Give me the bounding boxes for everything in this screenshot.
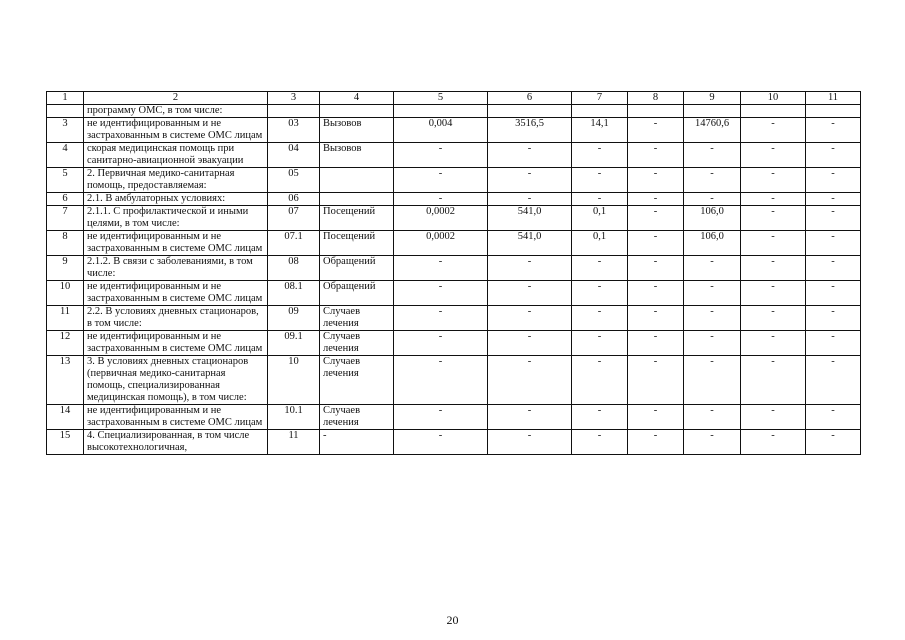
table-cell-code: 07: [268, 206, 320, 231]
table-cell-c11: -: [806, 168, 861, 193]
table-cell-c9: 14760,6: [684, 118, 741, 143]
table-cell-c8: -: [628, 281, 684, 306]
table-cell-c6: -: [488, 143, 572, 168]
table-row: [47, 356, 861, 405]
table-cell-code: 09: [268, 306, 320, 331]
table-cell-c8: -: [628, 430, 684, 455]
table-cell-c7: -: [572, 405, 628, 430]
table-cell-c11: [806, 105, 861, 118]
table-cell-c11: -: [806, 306, 861, 331]
table-cell-c5: 0,0002: [394, 231, 488, 256]
page-number: 20: [446, 613, 459, 627]
table-cell-c6: -: [488, 193, 572, 206]
table-cell-c11: -: [806, 356, 861, 405]
data-table: [46, 91, 861, 455]
table-cell-c9: -: [684, 356, 741, 405]
table-cell-c5: -: [394, 356, 488, 405]
table-cell-code: 07.1: [268, 231, 320, 256]
column-header: 9: [684, 92, 741, 105]
table-cell-c5: -: [394, 168, 488, 193]
table-cell-name: 4. Специализированная, в том числе высокотехнологичная,: [84, 430, 268, 455]
column-header: 1: [47, 92, 84, 105]
table-cell-c9: -: [684, 143, 741, 168]
table-cell-unit: Случаев лечения: [320, 306, 394, 331]
table-body: [47, 92, 861, 455]
table-cell-c6: -: [488, 356, 572, 405]
table-cell-unit: [320, 168, 394, 193]
column-header: 2: [84, 92, 268, 105]
table-row: [47, 405, 861, 430]
table-cell-c6: [488, 105, 572, 118]
table-cell-c10: -: [741, 306, 806, 331]
table-cell-c10: -: [741, 231, 806, 256]
table-cell-n: 10: [47, 281, 84, 306]
table-cell-c7: -: [572, 356, 628, 405]
table-cell-c10: -: [741, 356, 806, 405]
table-cell-c11: -: [806, 331, 861, 356]
table-cell-c8: -: [628, 118, 684, 143]
table-row: [47, 143, 861, 168]
table-cell-name: программу ОМС, в том числе:: [84, 105, 268, 118]
table-cell-c7: -: [572, 168, 628, 193]
table-cell-c6: 541,0: [488, 206, 572, 231]
column-header: 3: [268, 92, 320, 105]
column-header: 11: [806, 92, 861, 105]
table-cell-c5: -: [394, 405, 488, 430]
column-header: 6: [488, 92, 572, 105]
table-cell-c8: -: [628, 331, 684, 356]
table-cell-unit: Случаев лечения: [320, 405, 394, 430]
table-row: [47, 105, 861, 118]
table-cell-c6: -: [488, 405, 572, 430]
table-row: [47, 331, 861, 356]
table-cell-c5: -: [394, 256, 488, 281]
table-cell-c9: -: [684, 256, 741, 281]
table-cell-c5: [394, 105, 488, 118]
table-row: [47, 118, 861, 143]
table-cell-c11: -: [806, 256, 861, 281]
table-cell-name: 2.2. В условиях дневных стационаров, в том числе:: [84, 306, 268, 331]
table-cell-unit: Случаев лечения: [320, 356, 394, 405]
table-cell-c7: [572, 105, 628, 118]
table-cell-c5: -: [394, 193, 488, 206]
table-cell-c9: -: [684, 331, 741, 356]
table-cell-c8: -: [628, 168, 684, 193]
table-cell-c6: -: [488, 430, 572, 455]
table-cell-c7: 14,1: [572, 118, 628, 143]
table-cell-c11: -: [806, 231, 861, 256]
table-cell-n: 15: [47, 430, 84, 455]
table-cell-c10: -: [741, 168, 806, 193]
table-cell-c11: -: [806, 193, 861, 206]
column-header: 10: [741, 92, 806, 105]
table-cell-c5: 0,0002: [394, 206, 488, 231]
table-cell-unit: Обращений: [320, 256, 394, 281]
table-cell-c9: -: [684, 281, 741, 306]
table-cell-c9: -: [684, 430, 741, 455]
table-cell-c10: [741, 105, 806, 118]
table-cell-n: [47, 105, 84, 118]
table-cell-code: 06: [268, 193, 320, 206]
table-cell-unit: Случаев лечения: [320, 331, 394, 356]
table-cell-c7: -: [572, 306, 628, 331]
table-cell-code: 11: [268, 430, 320, 455]
table-cell-c7: -: [572, 430, 628, 455]
table-cell-c8: -: [628, 306, 684, 331]
table-cell-c6: -: [488, 256, 572, 281]
table-cell-name: не идентифицированным и не застрахованным в системе ОМС лицам: [84, 331, 268, 356]
table-cell-unit: Посещений: [320, 231, 394, 256]
table-cell-n: 13: [47, 356, 84, 405]
table-cell-c9: -: [684, 193, 741, 206]
column-number-row: [47, 92, 861, 105]
table-cell-c8: -: [628, 256, 684, 281]
table-cell-c7: -: [572, 331, 628, 356]
table-cell-unit: -: [320, 430, 394, 455]
table-cell-name: скорая медицинская помощь при санитарно-авиационной эвакуации: [84, 143, 268, 168]
table-cell-name: не идентифицированным и не застрахованным в системе ОМС лицам: [84, 405, 268, 430]
table-cell-c9: 106,0: [684, 231, 741, 256]
table-cell-c7: 0,1: [572, 206, 628, 231]
table-cell-n: 4: [47, 143, 84, 168]
column-header: 5: [394, 92, 488, 105]
table-cell-unit: Обращений: [320, 281, 394, 306]
table-cell-name: не идентифицированным и не застрахованным в системе ОМС лицам: [84, 118, 268, 143]
table-cell-code: 09.1: [268, 331, 320, 356]
table-cell-c5: -: [394, 430, 488, 455]
table-cell-c10: -: [741, 331, 806, 356]
table-cell-code: 04: [268, 143, 320, 168]
table-cell-c10: -: [741, 143, 806, 168]
table-cell-c5: -: [394, 143, 488, 168]
table-cell-c6: -: [488, 168, 572, 193]
table-cell-name: 2.1.1. С профилактической и иными целями, в том числе:: [84, 206, 268, 231]
table-cell-name: 3. В условиях дневных стационаров (первичная медико-санитарная помощь, специализированная медицинская помощь), в том числе:: [84, 356, 268, 405]
table-cell-code: 08: [268, 256, 320, 281]
table-cell-c10: -: [741, 118, 806, 143]
table-cell-c7: -: [572, 193, 628, 206]
table-cell-code: 03: [268, 118, 320, 143]
table-cell-c8: -: [628, 143, 684, 168]
table-cell-c10: -: [741, 193, 806, 206]
table-cell-n: 5: [47, 168, 84, 193]
table-cell-c5: -: [394, 281, 488, 306]
table-cell-c11: -: [806, 206, 861, 231]
table-cell-c10: -: [741, 206, 806, 231]
table-cell-c11: -: [806, 430, 861, 455]
column-header: 4: [320, 92, 394, 105]
column-header: 8: [628, 92, 684, 105]
table-cell-code: [268, 105, 320, 118]
table-cell-c9: -: [684, 405, 741, 430]
table-cell-n: 9: [47, 256, 84, 281]
table-cell-n: 12: [47, 331, 84, 356]
table-cell-c8: -: [628, 405, 684, 430]
table-cell-unit: Вызовов: [320, 118, 394, 143]
table-cell-c8: [628, 105, 684, 118]
table-cell-c5: -: [394, 331, 488, 356]
table-cell-c6: -: [488, 281, 572, 306]
table-row: [47, 231, 861, 256]
table-cell-c6: 541,0: [488, 231, 572, 256]
table-cell-c8: -: [628, 193, 684, 206]
table-cell-c6: -: [488, 331, 572, 356]
table-row: [47, 256, 861, 281]
table-row: [47, 168, 861, 193]
table-cell-unit: Вызовов: [320, 143, 394, 168]
table-cell-c9: 106,0: [684, 206, 741, 231]
table-cell-c5: 0,004: [394, 118, 488, 143]
table-row: [47, 193, 861, 206]
table-cell-c10: -: [741, 405, 806, 430]
table-cell-c8: -: [628, 356, 684, 405]
table-cell-c10: -: [741, 430, 806, 455]
table-cell-n: 11: [47, 306, 84, 331]
table-cell-c11: -: [806, 118, 861, 143]
table-cell-name: 2. Первичная медико-санитарная помощь, предоставляемая:: [84, 168, 268, 193]
table-cell-n: 8: [47, 231, 84, 256]
table-cell-code: 05: [268, 168, 320, 193]
table-cell-code: 10: [268, 356, 320, 405]
table-cell-code: 08.1: [268, 281, 320, 306]
table-cell-c7: -: [572, 256, 628, 281]
table-cell-unit: [320, 193, 394, 206]
table-cell-c9: [684, 105, 741, 118]
table-cell-name: 2.1.2. В связи с заболеваниями, в том числе:: [84, 256, 268, 281]
table-cell-n: 3: [47, 118, 84, 143]
table-row: [47, 430, 861, 455]
table-cell-name: не идентифицированным и не застрахованным в системе ОМС лицам: [84, 231, 268, 256]
table-cell-c8: -: [628, 231, 684, 256]
table-cell-n: 7: [47, 206, 84, 231]
table-cell-c5: -: [394, 306, 488, 331]
table-cell-c6: 3516,5: [488, 118, 572, 143]
table-row: [47, 306, 861, 331]
table-cell-c9: -: [684, 168, 741, 193]
table-cell-c8: -: [628, 206, 684, 231]
table-cell-unit: [320, 105, 394, 118]
table-cell-c11: -: [806, 281, 861, 306]
table-cell-c7: -: [572, 281, 628, 306]
table-cell-code: 10.1: [268, 405, 320, 430]
table-cell-c7: 0,1: [572, 231, 628, 256]
table-cell-n: 6: [47, 193, 84, 206]
table-cell-name: 2.1. В амбулаторных условиях:: [84, 193, 268, 206]
table-cell-c11: -: [806, 405, 861, 430]
table-row: [47, 281, 861, 306]
table-cell-unit: Посещений: [320, 206, 394, 231]
table-cell-c9: -: [684, 306, 741, 331]
table-cell-n: 14: [47, 405, 84, 430]
table-cell-name: не идентифицированным и не застрахованным в системе ОМС лицам: [84, 281, 268, 306]
table-cell-c6: -: [488, 306, 572, 331]
table-cell-c7: -: [572, 143, 628, 168]
column-header: 7: [572, 92, 628, 105]
table-cell-c10: -: [741, 256, 806, 281]
table-cell-c11: -: [806, 143, 861, 168]
table-row: [47, 206, 861, 231]
table-cell-c10: -: [741, 281, 806, 306]
